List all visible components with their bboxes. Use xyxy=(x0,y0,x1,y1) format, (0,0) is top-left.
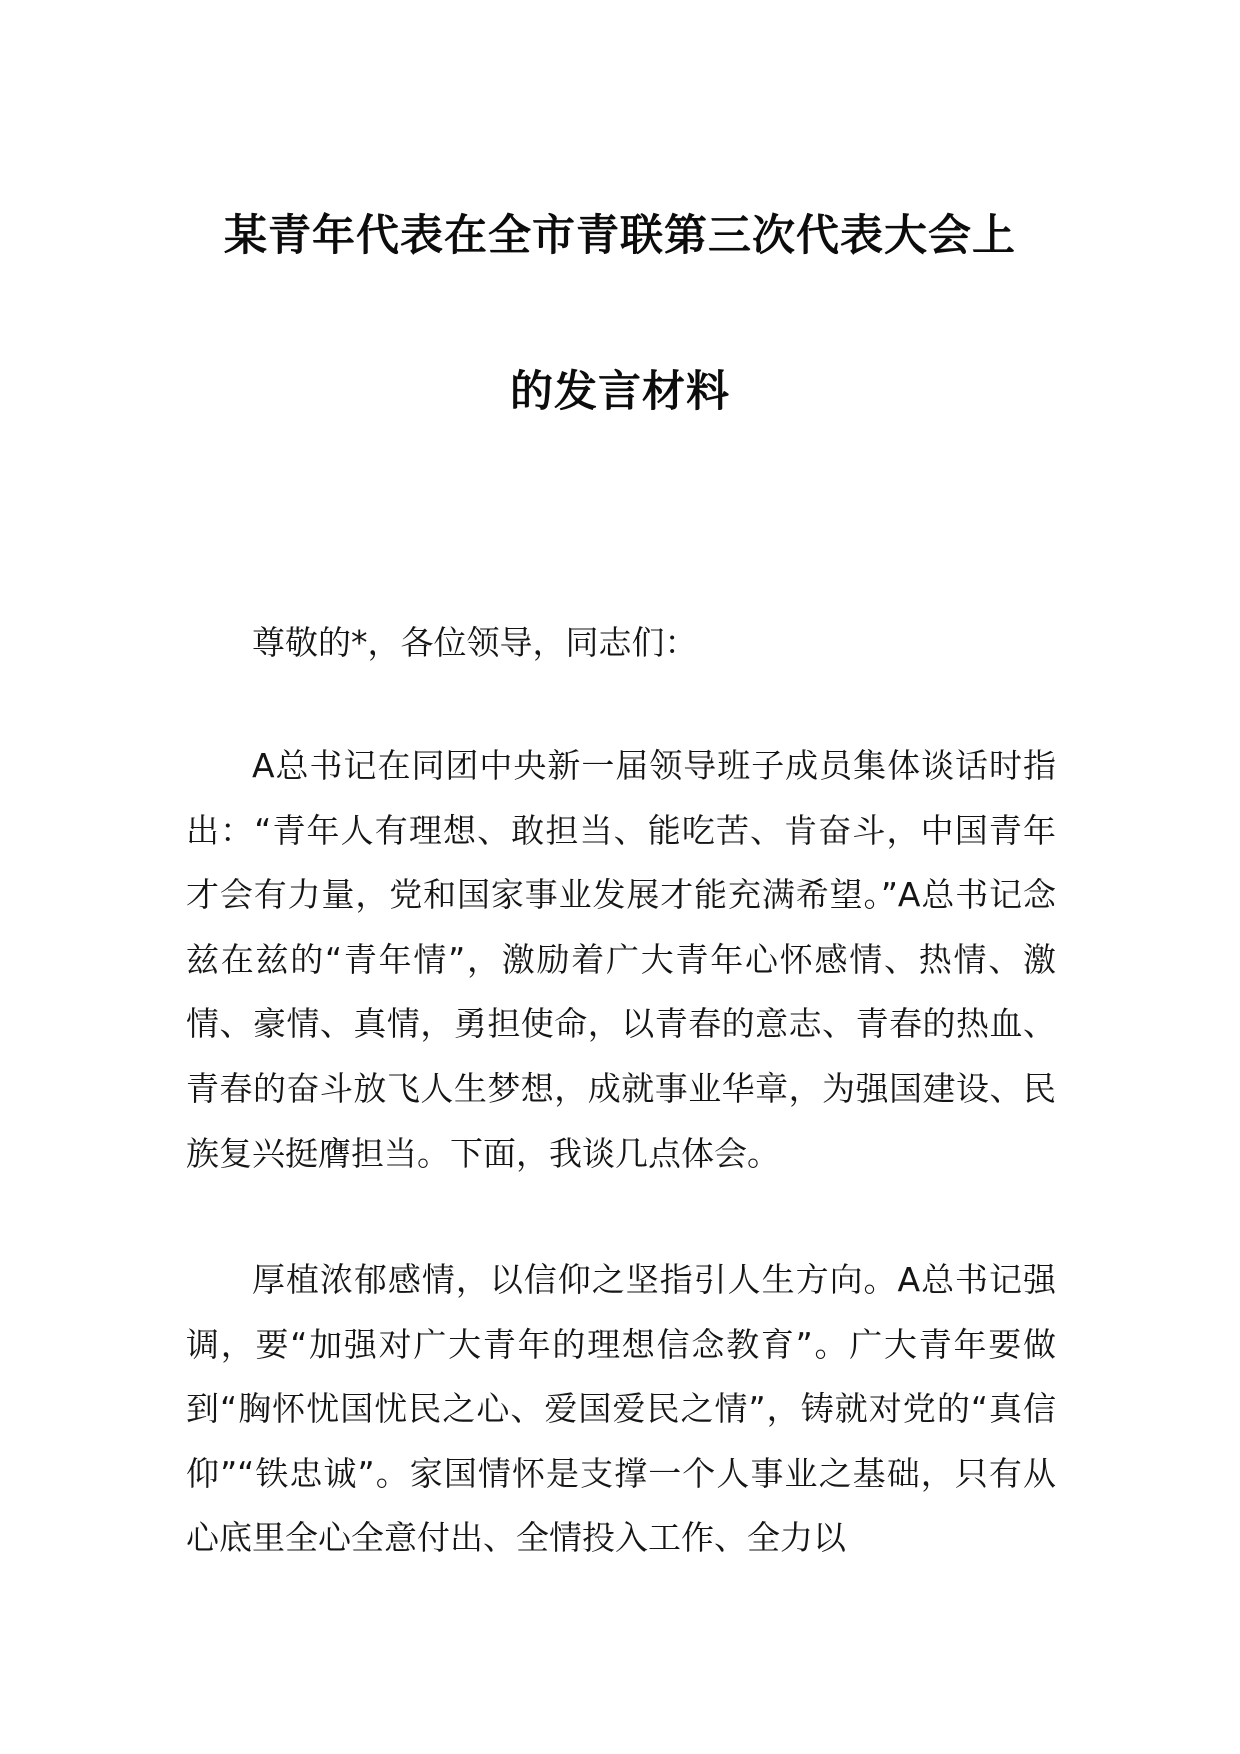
body-paragraph-1: A总书记在同团中央新一届领导班子成员集体谈话时指出：“青年人有理想、敢担当、能吃苦、肯奋斗，中国青年才会有力量，党和国家事业发展才能充满希望。”A总书记念兹在兹的“青年情”，激励着广大青年心怀感情、热情、激情、豪情、真情，勇担使命，以青春的意志、青春的热血、青春的奋斗放飞人生梦想，成就事业华章，为强国建设、民族复兴挺膺担当。下面，我谈几点体会。 xyxy=(186,746,1056,1173)
document-title-line-1: 某青年代表在全市青联第三次代表大会上 xyxy=(224,211,1016,261)
body-paragraph-2: 厚植浓郁感情，以信仰之坚指引人生方向。A总书记强调，要“加强对广大青年的理想信念教育”。广大青年要做到“胸怀忧国忧民之心、爱国爱民之情”，铸就对党的“真信仰”“铁忠诚”。家国情怀是支撑一个人事业之基础，只有从心底里全心全意付出、全情投入工作、全力以 xyxy=(186,1260,1056,1558)
document-title-line-2: 的发言材料 xyxy=(510,367,730,417)
salutation: 尊敬的*，各位领导，同志们： xyxy=(252,623,698,662)
